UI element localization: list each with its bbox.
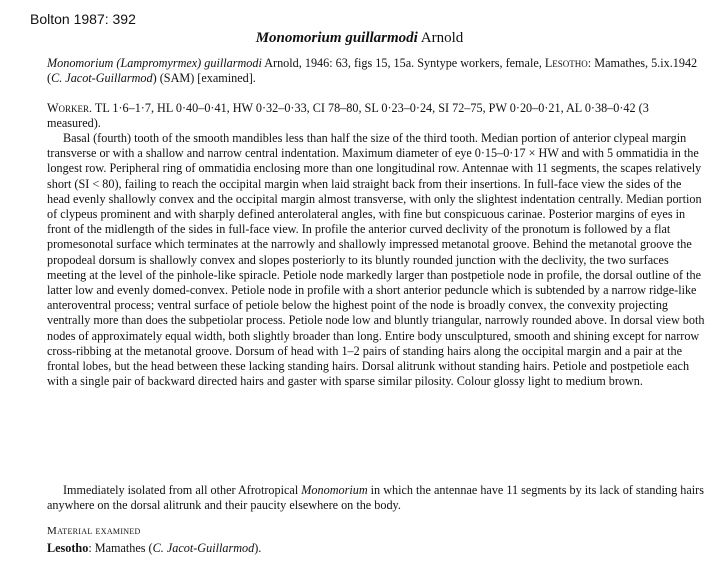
material-collector: C. Jacot-Guillarmod xyxy=(152,541,255,555)
comparison-genus: Monomorium xyxy=(301,483,368,497)
species-author: Arnold xyxy=(420,30,464,46)
synonymy-repository: ) (SAM) [examined]. xyxy=(152,71,256,86)
material-line xyxy=(47,541,261,556)
material-after: ). xyxy=(254,541,262,555)
comparison-paragraph xyxy=(47,483,705,513)
material-country: Lesotho xyxy=(47,541,89,555)
species-name: Monomorium guillarmodi xyxy=(255,30,418,46)
synonymy-paragraph xyxy=(47,56,705,86)
synonymy-name: Monomorium (Lampromyrmex) guillarmodi xyxy=(47,56,262,70)
worker-heading: Worker. xyxy=(47,101,93,115)
material-before: : Mamathes ( xyxy=(88,541,153,555)
comparison-before: Immediately isolated from all other Afrotropical xyxy=(63,483,302,497)
synonymy-citation: Arnold, 1946: 63, figs 15, 15a. Syntype workers, female, xyxy=(261,56,545,70)
material-heading: Material examined xyxy=(47,525,141,537)
synonymy-locality: : Mamathes, 5.ix.1942 ( xyxy=(47,56,698,86)
worker-description: Basal (fourth) tooth of the smooth mandibles less than half the size of the third tooth. Median portion of anterior clypeal margin transverse or with a shallow and narrow central indentation. Maximum diameter of eye 0·15–0·17 × HW and with 5 ommatidia in the longest row. Peripheral ring of ommatidia enclosing more than one longitudinal row. Antennae with 11 segments, the scapes relatively short (SI < 80), failing to reach the occipital margin when laid straight back from their insertions. In full-face view the sides of the head evenly shallowly convex and the occipital margin almost transverse, with only the slightest indentation centrally. Median portion of clypeus prominent and with sharply defined anterolateral angles, with fine but conspicuous carinae. Posterior margins of eyes in front of the midlength of the sides in full-face view. In profile the anterior curved declivity of the pronotum is followed by a flat promesonotal surface which terminates at the narrowly and shallowly impressed metanotal groove. Behind the metanotal groove the propodeal dorsum is shallowly convex and slopes posteriorly to its bluntly rounded junction with the declivity, the two surfaces meeting at the level of the pinhole-like spiracle. Petiole node markedly larger than postpetiole node in profile, the dorsal outline of the latter low and evenly domed-convex. Petiole node in profile with a short anterior peduncle which is subtended by a narrow ridge-like anteroventral process; ventral surface of petiole below the highest point of the node is broadly convex, the convexity projecting ventrally more than does the subpetiolar process. Petiole node low and bluntly triangular, narrowly rounded above. In dorsal view both nodes of approximately equal width, both slightly broader than long. Entire body unsculptured, smooth and shining except for narrow cross-ribbing at the metanotal groove. Dorsum of head with 1–2 pairs of standing hairs along the occipital margin and a pair at the frontal lobes, but the head between these lacking standing hairs. Dorsal alitrunk without standing hairs. Petiole and postpetiole each with a single pair of backward directed hairs and gaster with sparse similar pilosity. Colour glossy light to medium brown. xyxy=(47,131,705,389)
synonymy-country: Lesotho xyxy=(544,56,588,70)
worker-measurements: TL 1·6–1·7, HL 0·40–0·41, HW 0·32–0·33, CI 78–80, SL 0·23–0·24, SI 72–75, PW 0·20–0·21, AL 0·38–0·42 (3 measured). xyxy=(47,101,649,131)
synonymy-collector: C. Jacot-Guillarmod xyxy=(51,71,153,86)
worker-measurements-paragraph xyxy=(47,101,705,131)
comparison-after: in which the antennae have 11 segments by its lack of standing hairs anywhere on the dorsal alitrunk and their paucity elsewhere on the body. xyxy=(47,483,704,513)
species-title xyxy=(0,30,719,47)
source-label: Bolton 1987: 392 xyxy=(30,11,136,27)
